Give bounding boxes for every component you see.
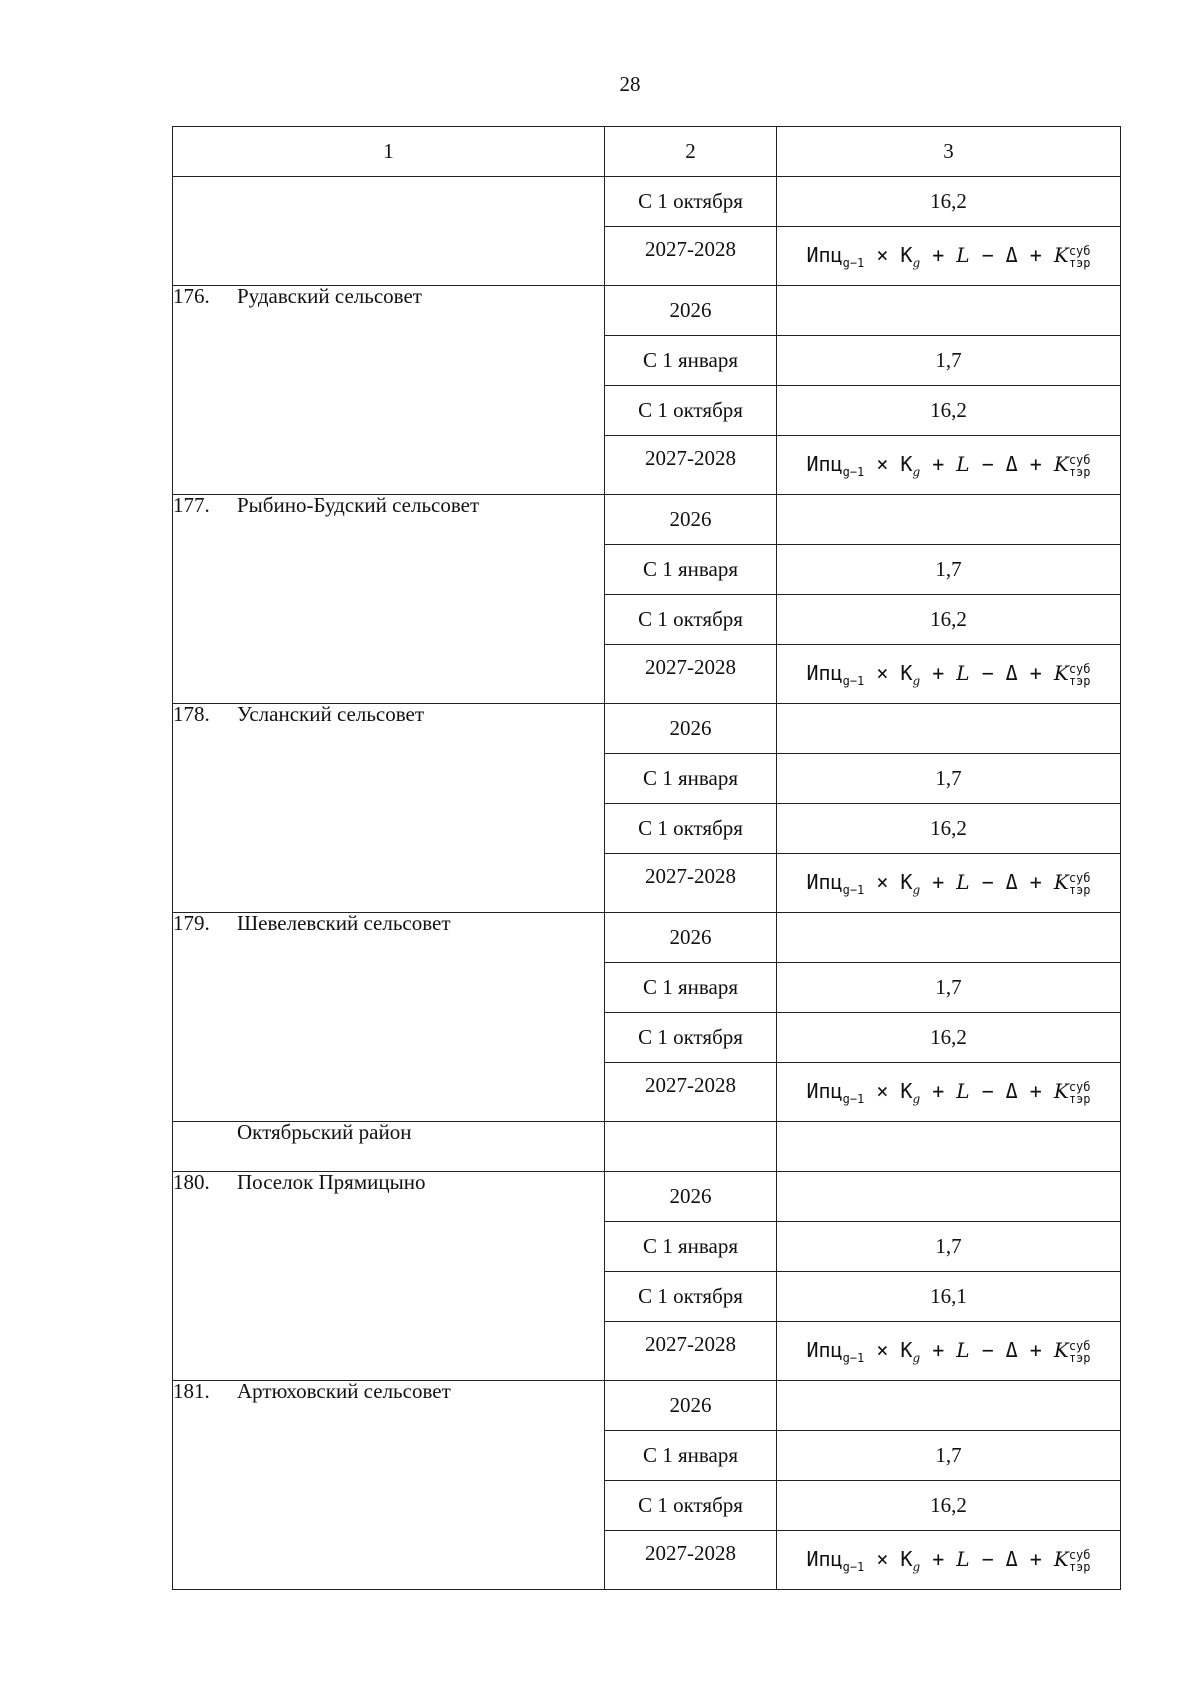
entry-number: 179. [173, 911, 210, 935]
municipality-name [173, 1381, 605, 1590]
entry-number: 177. [173, 493, 210, 517]
district-heading [173, 1122, 605, 1172]
value-cell: 1,7 [777, 963, 1121, 1013]
period-cell: 2027-2028 [605, 854, 777, 913]
formula: $Ипц_{g-1} \times К_g + L - \Delta + K$ суб тэр [806, 452, 1091, 480]
entry-number: 178. [173, 702, 210, 726]
entry-name: Рыбино-Будский сельсовет [237, 493, 480, 517]
formula: $Ипц_{g-1} \times К_g + L - \Delta + K$ суб тэр [806, 1079, 1091, 1107]
table-row [173, 1381, 1121, 1431]
value-cell [777, 704, 1121, 754]
period-cell: 2026 [605, 704, 777, 754]
value-cell: 16,2 [777, 1013, 1121, 1063]
municipality-name [173, 495, 605, 704]
value-cell: 1,7 [777, 754, 1121, 804]
value-cell: 1,7 [777, 336, 1121, 386]
formula: $Ипц_{g-1} \times К_g + L - \Delta + K$ суб тэр [806, 870, 1091, 898]
value-cell: 16,2 [777, 386, 1121, 436]
formula-cell [777, 436, 1121, 495]
period-cell: 2026 [605, 1172, 777, 1222]
entry-name: Артюховский сельсовет [237, 1379, 451, 1403]
table-body [173, 127, 1121, 1590]
municipality-name [173, 1172, 605, 1381]
entry-name: Поселок Прямицыно [237, 1170, 426, 1194]
period-cell: 2027-2028 [605, 1063, 777, 1122]
period-cell: С 1 января [605, 754, 777, 804]
period-cell: С 1 января [605, 1431, 777, 1481]
value-cell [777, 1381, 1121, 1431]
value-cell: 16,2 [777, 595, 1121, 645]
header-row [173, 127, 1121, 177]
municipality-name [173, 704, 605, 913]
value-cell: 1,7 [777, 1431, 1121, 1481]
formula: $Ипц_{g-1} \times К_g + L - \Delta + K$ суб тэр [806, 1547, 1091, 1575]
period-cell: С 1 января [605, 545, 777, 595]
period-cell: С 1 октября [605, 1272, 777, 1322]
period-cell: 2026 [605, 913, 777, 963]
header-col-3: 3 [777, 127, 1121, 177]
period-cell: 2027-2028 [605, 227, 777, 286]
value-cell [777, 286, 1121, 336]
formula: $Ипц_{g-1} \times К_g + L - \Delta + K$ суб тэр [806, 1338, 1091, 1366]
value-cell: 16,2 [777, 804, 1121, 854]
value-cell [777, 495, 1121, 545]
period-cell: С 1 октября [605, 386, 777, 436]
formula: $Ипц_{g-1} \times К_g + L - \Delta + K$ суб тэр [806, 243, 1091, 271]
municipality-name [173, 913, 605, 1122]
period-cell: С 1 января [605, 963, 777, 1013]
value-cell: 16,2 [777, 1481, 1121, 1531]
formula-cell [777, 645, 1121, 704]
entry-number: 176. [173, 284, 210, 308]
table-row [173, 704, 1121, 754]
entry-name: Октябрьский район [237, 1120, 412, 1144]
formula-cell [777, 1531, 1121, 1590]
period-cell: С 1 января [605, 336, 777, 386]
name-cell-continued [173, 177, 605, 286]
page-number: 28 [619, 72, 641, 96]
period-cell: С 1 октября [605, 1481, 777, 1531]
value-cell: 1,7 [777, 545, 1121, 595]
value-cell [777, 1172, 1121, 1222]
period-cell: 2026 [605, 495, 777, 545]
value-cell: 16,2 [777, 177, 1121, 227]
formula-cell [777, 1063, 1121, 1122]
period-cell: С 1 октября [605, 177, 777, 227]
table-row [173, 177, 1121, 227]
formula-cell [777, 227, 1121, 286]
formula: $Ипц_{g-1} \times К_g + L - \Delta + K$ суб тэр [806, 661, 1091, 689]
value-cell [777, 913, 1121, 963]
period-cell: 2027-2028 [605, 1531, 777, 1590]
period-cell: 2027-2028 [605, 436, 777, 495]
formula-cell [777, 854, 1121, 913]
period-cell: С 1 октября [605, 1013, 777, 1063]
table-row [173, 1122, 1121, 1172]
entry-name: Усланский сельсовет [237, 702, 425, 726]
value-cell [777, 1122, 1121, 1172]
municipality-name [173, 286, 605, 495]
entry-number: 180. [173, 1170, 210, 1194]
table-row [173, 913, 1121, 963]
period-cell: С 1 октября [605, 595, 777, 645]
entry-name: Шевелевский сельсовет [237, 911, 451, 935]
table-row [173, 495, 1121, 545]
period-cell [605, 1122, 777, 1172]
header-col-1: 1 [173, 127, 605, 177]
period-cell: С 1 октября [605, 804, 777, 854]
period-cell: 2026 [605, 286, 777, 336]
period-cell: С 1 января [605, 1222, 777, 1272]
formula-cell [777, 1322, 1121, 1381]
period-cell: 2027-2028 [605, 1322, 777, 1381]
period-cell: 2027-2028 [605, 645, 777, 704]
tariff-table [172, 126, 1121, 1590]
table-row [173, 286, 1121, 336]
header-col-2: 2 [605, 127, 777, 177]
period-cell: 2026 [605, 1381, 777, 1431]
value-cell: 1,7 [777, 1222, 1121, 1272]
table-row [173, 1172, 1121, 1222]
entry-name: Рудавский сельсовет [237, 284, 422, 308]
entry-number: 181. [173, 1379, 210, 1403]
value-cell: 16,1 [777, 1272, 1121, 1322]
